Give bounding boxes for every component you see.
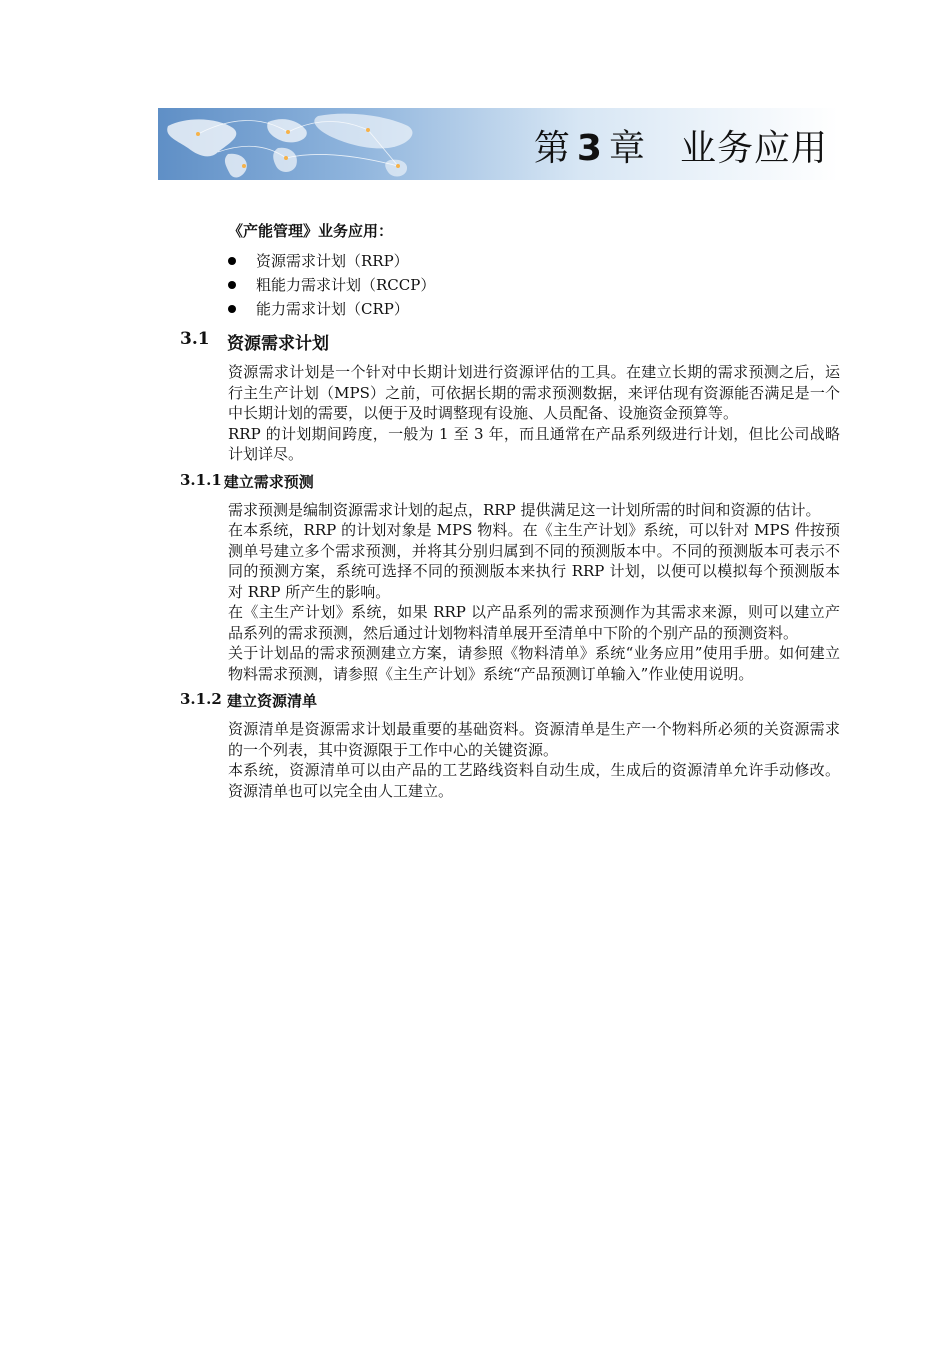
chapter-number: 3 — [576, 128, 603, 169]
section-title: 资源需求计划 — [227, 334, 329, 354]
chapter-suffix: 章 — [608, 128, 646, 169]
chapter-title — [534, 120, 828, 171]
paragraph: 资源需求计划是一个针对中长期计划进行资源评估的工具。在建立长期的需求预测之后，运行主生产计划（MPS）之前，可依据长期的需求预测数据，来评估现有资源能否满足是一个中长期计划的需要，以便于及时调整现有设施、人员配备、设施资金预算等。 — [228, 363, 840, 422]
section-heading-3-1 — [180, 329, 840, 354]
section-number: 3.1 — [180, 329, 210, 349]
bullet-item: 能力需求计划（CRP） — [228, 297, 840, 321]
section-heading-3-1-2 — [180, 690, 840, 711]
paragraph: RRP 的计划期间跨度，一般为 1 至 3 年，而且通常在产品系列级进行计划，但比公司战略计划详尽。 — [228, 424, 840, 463]
paragraph: 本系统，资源清单可以由产品的工艺路线资料自动生成，生成后的资源清单允许手动修改。资源清单也可以完全由人工建立。 — [228, 761, 840, 800]
intro-bullet-list — [228, 249, 840, 321]
paragraph: 资源清单是资源需求计划最重要的基础资料。资源清单是生产一个物料所必须的关资源需求的一个列表，其中资源限于工作中心的关键资源。 — [228, 720, 840, 759]
document-body — [180, 220, 840, 801]
chapter-prefix: 第 — [533, 128, 571, 169]
paragraph: 关于计划品的需求预测建立方案，请参照《物料清单》系统“业务应用”使用手册。如何建立物料需求预测，请参照《主生产计划》系统“产品预测订单输入”作业使用说明。 — [228, 644, 840, 683]
paragraph: 需求预测是编制资源需求计划的起点，RRP 提供满足这一计划所需的时间和资源的估计。 — [228, 500, 821, 519]
paragraph: 在《主生产计划》系统，如果 RRP 以产品系列的需求预测作为其需求来源，则可以建立产品系列的需求预测，然后通过计划物料清单展开至清单中下阶的个别产品的预测资料。 — [228, 603, 840, 642]
section-title: 建立需求预测 — [223, 472, 314, 491]
chapter-banner — [158, 108, 838, 180]
bullet-item: 资源需求计划（RRP） — [228, 249, 840, 273]
bullet-item: 粗能力需求计划（RCCP） — [228, 273, 840, 297]
section-number: 3.1.2 — [180, 690, 222, 708]
intro-title: 《产能管理》业务应用： — [228, 222, 394, 240]
section-number: 3.1.1 — [180, 470, 222, 489]
paragraph: 在本系统，RRP 的计划对象是 MPS 物料。在《主生产计划》系统，可以针对 MPS 件按预测单号建立多个需求预测，并将其分别归属到不同的预测版本中。不同的预测版本可表示不同的预测方案，系统可选择不同的预测版本来执行 RRP 计划，以便可以模拟每个预测版本对 RRP 所产生的影响。 — [228, 521, 840, 601]
section-heading-3-1-1 — [180, 471, 840, 492]
chapter-name: 业务应用 — [679, 128, 828, 169]
section-title: 建立资源清单 — [227, 692, 318, 710]
